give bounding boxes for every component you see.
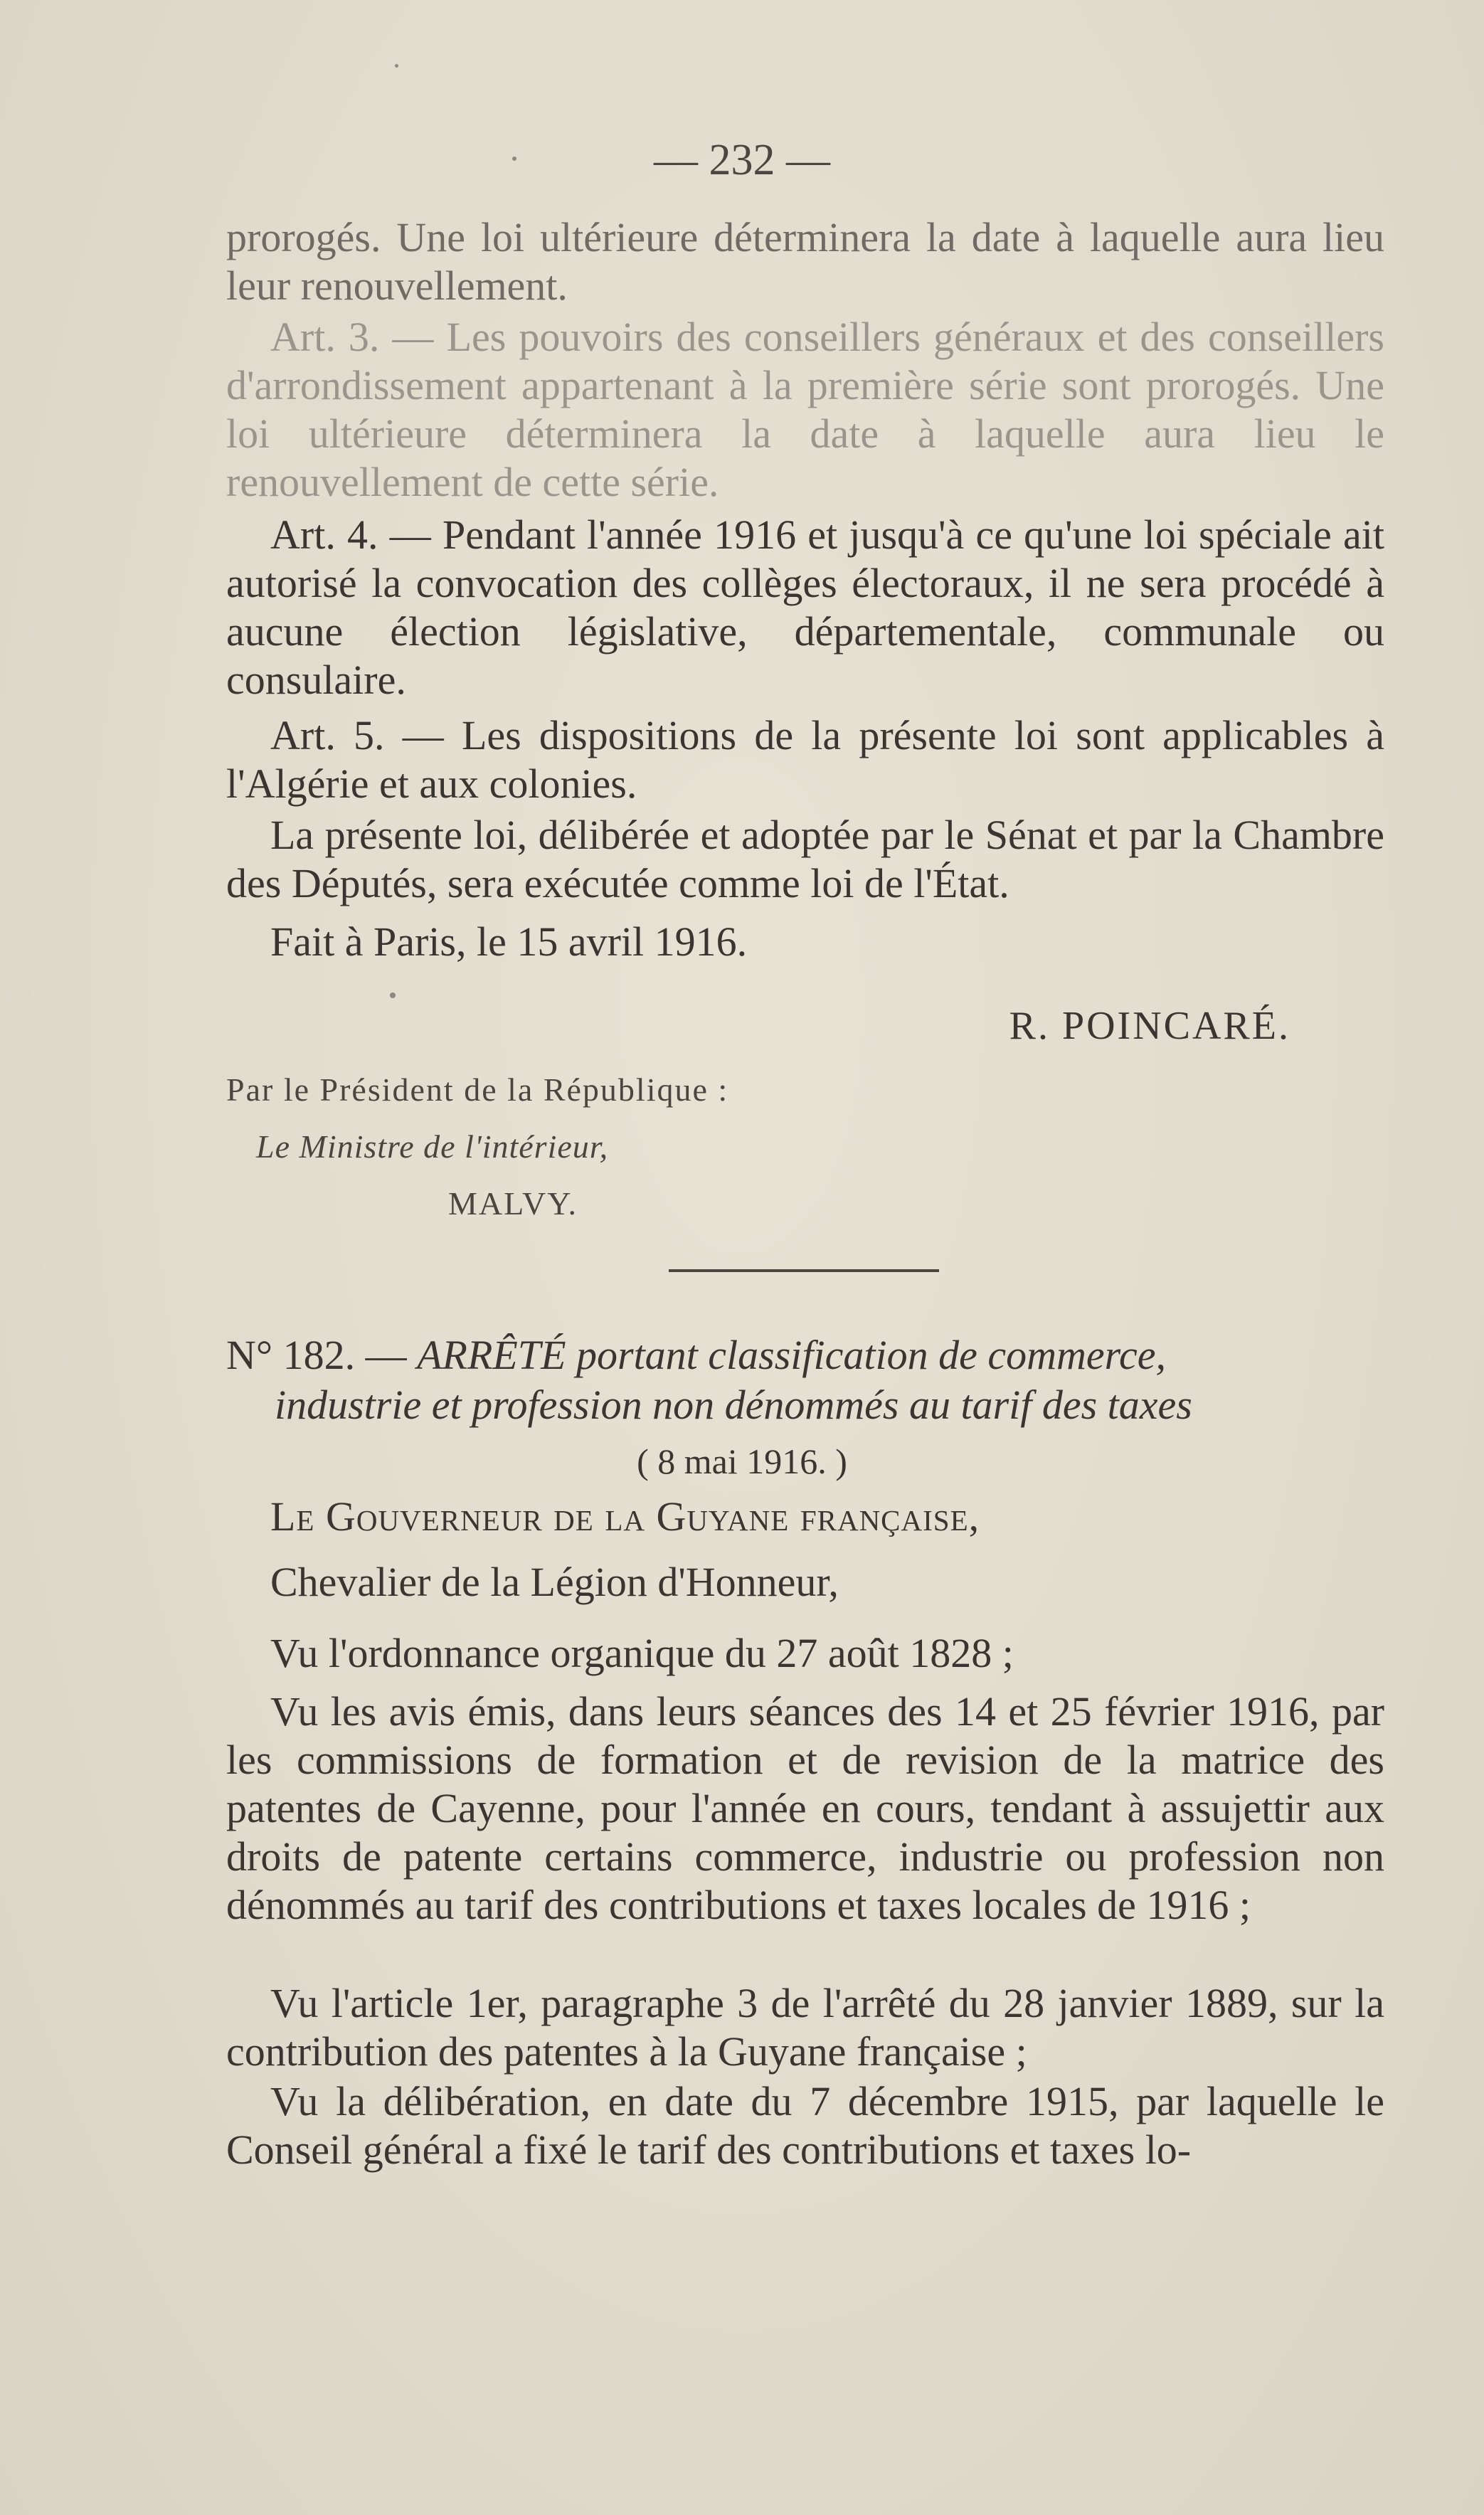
paper-speck (390, 992, 396, 998)
signature-president: R. POINCARÉ. (1009, 1004, 1290, 1048)
signature-minister-name: MALVY. (448, 1185, 578, 1222)
decree-visa-4: Vu la délibération, en date du 7 décembre 1915, par laquelle le Conseil général a fixé le tarif des contributions et taxes lo- (226, 2078, 1384, 2173)
signature-minister-title: Le Ministre de l'intérieur, (256, 1128, 609, 1165)
page-number: — 232 — (654, 136, 830, 184)
decree-visa-1: Vu l'ordonnance organique du 27 août 1828 ; (270, 1630, 1014, 1676)
decree-issuer-line1 (226, 1493, 1384, 1541)
decree-title-line2: industrie et profession non dénommés au tarif des taxes (275, 1382, 1192, 1428)
paragraph-execution: La présente loi, délibérée et adoptée par le Sénat et par la Chambre des Députés, sera exécutée comme loi de l'État. (226, 812, 1384, 906)
decree-title-line1: ARRÊTÉ portant classification de commerce, (417, 1332, 1167, 1378)
paragraph-prorogation-end: prorogés. Une loi ultérieure déterminera la date à laquelle aura lieu leur renouvellement. (226, 214, 1384, 309)
decree-title (226, 1330, 1384, 1430)
paragraph-article-5: Art. 5. — Les dispositions de la présente loi sont applicables à l'Algérie et aux colonies. (226, 712, 1384, 807)
decree-issuer-text: Le Gouverneur de la Guyane française, (270, 1493, 980, 1540)
decree-visa-2: Vu les avis émis, dans leurs séances des 14 et 25 février 1916, par les commissions de formation et de revision de la matrice des patentes de Cayenne, pour l'année en cours, tendant à assujettir aux droits de patente certains commerce, industrie ou profession non dénommés au tarif des contributions et taxes locales de 1916 ; (226, 1688, 1384, 1928)
paragraph-article-3: Art. 3. — Les pouvoirs des conseillers généraux et des conseillers d'arrondissement appartenant à la première série sont prorogés. Une loi ultérieure déterminera la date à laquelle aura lieu le renouvellement de cette série. (226, 314, 1384, 505)
paper-speck (512, 157, 516, 161)
decree-date: ( 8 mai 1916. ) (637, 1441, 847, 1481)
paper-speck (395, 64, 398, 68)
paragraph-date-place: Fait à Paris, le 15 avril 1916. (270, 918, 748, 965)
paragraph-article-4: Art. 4. — Pendant l'année 1916 et jusqu'à ce qu'une loi spéciale ait autorisé la convocation des collèges électoraux, il ne sera procédé à aucune élection législative, départementale, communale ou consulaire. (226, 512, 1384, 703)
decree-visa-3: Vu l'article 1er, paragraphe 3 de l'arrêté du 28 janvier 1889, sur la contribution des patentes à la Guyane française ; (226, 1980, 1384, 2075)
section-divider (669, 1269, 939, 1272)
signature-by-line: Par le Président de la République : (226, 1071, 729, 1108)
decree-issuer-line2: Chevalier de la Légion d'Honneur, (270, 1559, 839, 1605)
decree-number: N° 182. — (226, 1332, 407, 1378)
